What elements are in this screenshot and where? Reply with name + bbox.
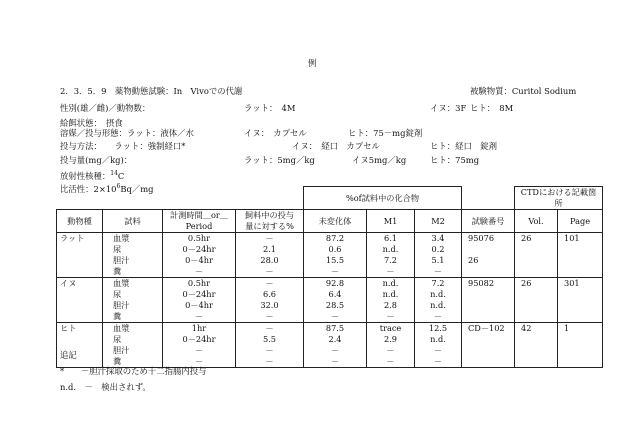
sex-human: ヒト： 8M bbox=[470, 103, 514, 113]
unchanged-value: － bbox=[330, 266, 340, 276]
pct-value: － bbox=[265, 311, 274, 321]
time-value: 0－4hr bbox=[185, 255, 213, 265]
col-sample: 試料 bbox=[103, 210, 163, 233]
table-row bbox=[57, 233, 603, 278]
sample-cell bbox=[103, 323, 163, 368]
test-substance: 被験物質：Curitol Sodium bbox=[470, 86, 577, 96]
pct-value: 28.0 bbox=[260, 255, 279, 265]
pct-value: 6.6 bbox=[262, 289, 277, 299]
m2-value: － bbox=[433, 266, 443, 276]
vol-value: 26 bbox=[521, 233, 532, 243]
col-unchanged: 未変化体 bbox=[304, 210, 367, 233]
specific-activity-display: 比活性：$2\times 10^6Bq/mg$ bbox=[60, 183, 154, 194]
unchanged-cell bbox=[304, 278, 367, 323]
dose-label: 投与量(mg／kg)： bbox=[60, 155, 133, 165]
col-percent-dose: 飼料中の投与 量に対する% bbox=[236, 210, 304, 233]
vol-cell bbox=[515, 278, 558, 323]
sample-value: 胆汁 bbox=[113, 255, 130, 265]
sample-value: 胆汁 bbox=[113, 345, 130, 355]
unchanged-value: 6.4 bbox=[328, 289, 342, 299]
vol-value: 42 bbox=[521, 323, 532, 333]
note-nd: n.d. － 検出されず。 bbox=[60, 382, 151, 392]
unchanged-value: 15.5 bbox=[325, 255, 345, 265]
m2-value: 5.1 bbox=[431, 255, 445, 265]
metabolism-table bbox=[56, 186, 603, 368]
m1-value: － bbox=[386, 266, 395, 276]
unchanged-value: － bbox=[330, 311, 340, 321]
col-vol: Vol. bbox=[515, 210, 558, 233]
dose-human: ヒト：75mg bbox=[430, 155, 480, 165]
sex-animals-label: 性別(雄／雌)／動物数： bbox=[60, 103, 151, 113]
pct-value: － bbox=[265, 278, 274, 288]
m1-value: 7.2 bbox=[383, 255, 398, 265]
m1-value: － bbox=[386, 356, 395, 366]
sample-value: 血漿 bbox=[113, 233, 130, 243]
m2-cell bbox=[415, 323, 462, 368]
m2-value: n.d. bbox=[430, 300, 446, 310]
table-row bbox=[57, 278, 603, 323]
m1-value: n.d. bbox=[382, 289, 399, 299]
study-value bbox=[468, 356, 511, 367]
group-ctd-header: CTDにおける記載箇所 bbox=[515, 187, 603, 210]
time-value: 0－24hr bbox=[182, 244, 216, 254]
m2-value: n.d. bbox=[430, 289, 446, 299]
time-value: － bbox=[194, 266, 204, 276]
m1-value: 2.8 bbox=[383, 300, 398, 310]
pct-value: 2.1 bbox=[262, 244, 277, 254]
m1-value: n.d. bbox=[382, 244, 399, 254]
time-value: 0－24hr bbox=[182, 334, 216, 344]
pct-cell bbox=[236, 233, 304, 278]
m1-cell bbox=[367, 233, 415, 278]
species-label: ラット bbox=[60, 233, 85, 243]
species-cell bbox=[57, 278, 103, 323]
feeding-status: 給餌状態： 摂食 bbox=[60, 118, 123, 128]
unchanged-value: 2.4 bbox=[328, 334, 342, 344]
m2-value: n.d. bbox=[430, 334, 446, 344]
time-value: 0.5hr bbox=[187, 233, 211, 243]
vol-value: 26 bbox=[521, 278, 532, 288]
m1-value: 6.1 bbox=[383, 233, 398, 243]
study-cell bbox=[462, 323, 515, 368]
route-label: 投与方法： ラット：強制経口* bbox=[60, 141, 186, 151]
notes-title: 追記 bbox=[60, 350, 77, 360]
dose-dog: イヌ5mg／kg bbox=[352, 155, 407, 165]
sample-value: 血漿 bbox=[113, 323, 130, 333]
m1-cell bbox=[367, 278, 415, 323]
sample-value: 糞 bbox=[113, 356, 122, 366]
unchanged-value: 87.2 bbox=[325, 233, 345, 243]
unchanged-value: 0.6 bbox=[328, 244, 342, 254]
m2-cell bbox=[415, 233, 462, 278]
sample-cell bbox=[103, 278, 163, 323]
time-value: － bbox=[194, 345, 204, 355]
pct-value: － bbox=[265, 345, 274, 355]
pct-cell bbox=[236, 278, 304, 323]
page-value: 301 bbox=[564, 278, 580, 288]
study-value bbox=[468, 244, 511, 255]
vol-cell bbox=[515, 233, 558, 278]
unchanged-cell bbox=[304, 233, 367, 278]
unchanged-value: － bbox=[330, 356, 340, 366]
time-cell bbox=[163, 233, 236, 278]
pct-value: － bbox=[265, 233, 274, 243]
study-cell bbox=[462, 233, 515, 278]
study-value bbox=[468, 266, 511, 277]
table-row bbox=[57, 323, 603, 368]
m1-value: 2.9 bbox=[383, 334, 398, 344]
time-value: 0.5hr bbox=[187, 278, 211, 288]
page-value: 101 bbox=[564, 233, 580, 243]
unchanged-value: 92.8 bbox=[325, 278, 345, 288]
sex-rat: ラット： 4M bbox=[244, 103, 296, 113]
pct-cell bbox=[236, 323, 304, 368]
unchanged-value: 87.5 bbox=[325, 323, 345, 333]
species-label: イヌ bbox=[60, 278, 77, 288]
species-label: ヒト bbox=[60, 323, 77, 333]
time-cell bbox=[163, 278, 236, 323]
sample-value: 糞 bbox=[113, 266, 122, 276]
page-cell bbox=[558, 233, 603, 278]
m2-value: － bbox=[433, 345, 443, 355]
m2-value: － bbox=[433, 311, 443, 321]
m2-value: － bbox=[433, 356, 443, 366]
time-value: 1hr bbox=[191, 323, 207, 333]
m2-value: 12.5 bbox=[428, 323, 448, 333]
species-cell bbox=[57, 233, 103, 278]
m2-value: 7.2 bbox=[431, 278, 445, 288]
time-value: 0－24hr bbox=[182, 289, 216, 299]
unchanged-cell bbox=[304, 323, 367, 368]
time-value: 0－4hr bbox=[185, 300, 213, 310]
page-value: 1 bbox=[564, 323, 570, 333]
group-compounds-header: %of試料中の化合物 bbox=[304, 187, 462, 210]
vehicle-dog: イヌ： カプセル bbox=[244, 128, 307, 138]
page-label: 例 bbox=[308, 58, 317, 68]
sample-value: 血漿 bbox=[113, 278, 130, 288]
m1-value: － bbox=[386, 311, 395, 321]
radionuclide-display: 放射性核種：$^{14}$C bbox=[60, 170, 125, 181]
study-value bbox=[468, 311, 511, 322]
m2-value: 0.2 bbox=[431, 244, 445, 254]
section-title: 2．3．5．9 薬物動態試験：In Vivoでの代謝 bbox=[60, 86, 243, 96]
study-value: 95076 bbox=[468, 233, 495, 243]
study-value bbox=[468, 334, 511, 345]
sample-value: 尿 bbox=[113, 289, 122, 299]
sample-value: 糞 bbox=[113, 311, 122, 321]
m1-value: － bbox=[386, 345, 395, 355]
m2-cell bbox=[415, 278, 462, 323]
route-human: ヒト：経口 錠剤 bbox=[430, 141, 497, 151]
pct-value: － bbox=[265, 356, 274, 366]
page-cell bbox=[558, 278, 603, 323]
sample-value: 胆汁 bbox=[113, 300, 130, 310]
pct-value: 5.5 bbox=[262, 334, 277, 344]
pct-value: － bbox=[265, 323, 274, 333]
unchanged-value: － bbox=[330, 345, 340, 355]
m2-value: 3.4 bbox=[431, 233, 445, 243]
pct-value: － bbox=[265, 266, 274, 276]
m1-cell bbox=[367, 323, 415, 368]
time-value: － bbox=[194, 356, 204, 366]
unchanged-value: 28.5 bbox=[325, 300, 345, 310]
vol-cell bbox=[515, 323, 558, 368]
study-value bbox=[468, 300, 511, 311]
vehicle-human: ヒト：75－mg錠剤 bbox=[348, 128, 423, 138]
route-dog: イヌ： 経口 カプセル bbox=[292, 141, 380, 151]
study-value: CD－102 bbox=[468, 323, 505, 333]
col-timepoint: 計測時間＿or＿ Period bbox=[163, 210, 236, 233]
vehicle-form: 溶媒／投与形態：ラット：液体／水 bbox=[60, 128, 194, 138]
time-value: － bbox=[194, 311, 204, 321]
sample-cell bbox=[103, 233, 163, 278]
pct-value: 32.0 bbox=[260, 300, 279, 310]
time-cell bbox=[163, 323, 236, 368]
col-study-no: 試験番号 bbox=[462, 210, 515, 233]
dose-rat: ラット：5mg／kg bbox=[244, 155, 315, 165]
col-page: Page bbox=[558, 210, 603, 233]
study-value bbox=[468, 289, 511, 300]
page-cell bbox=[558, 323, 603, 368]
col-species: 動物種 bbox=[57, 210, 103, 233]
study-cell bbox=[462, 278, 515, 323]
study-value: 95082 bbox=[468, 278, 495, 288]
study-value: 26 bbox=[468, 255, 479, 265]
col-m2: M2 bbox=[415, 210, 462, 233]
study-value bbox=[468, 345, 511, 356]
col-m1: M1 bbox=[367, 210, 415, 233]
m1-value: trace bbox=[379, 323, 402, 333]
sex-dog: イヌ：3F bbox=[430, 103, 467, 113]
sample-value: 尿 bbox=[113, 244, 122, 254]
m1-value: n.d. bbox=[382, 278, 399, 288]
sample-value: 尿 bbox=[113, 334, 122, 344]
note-asterisk: * －胆汁採取のため十二指腸内投与 bbox=[60, 366, 207, 376]
